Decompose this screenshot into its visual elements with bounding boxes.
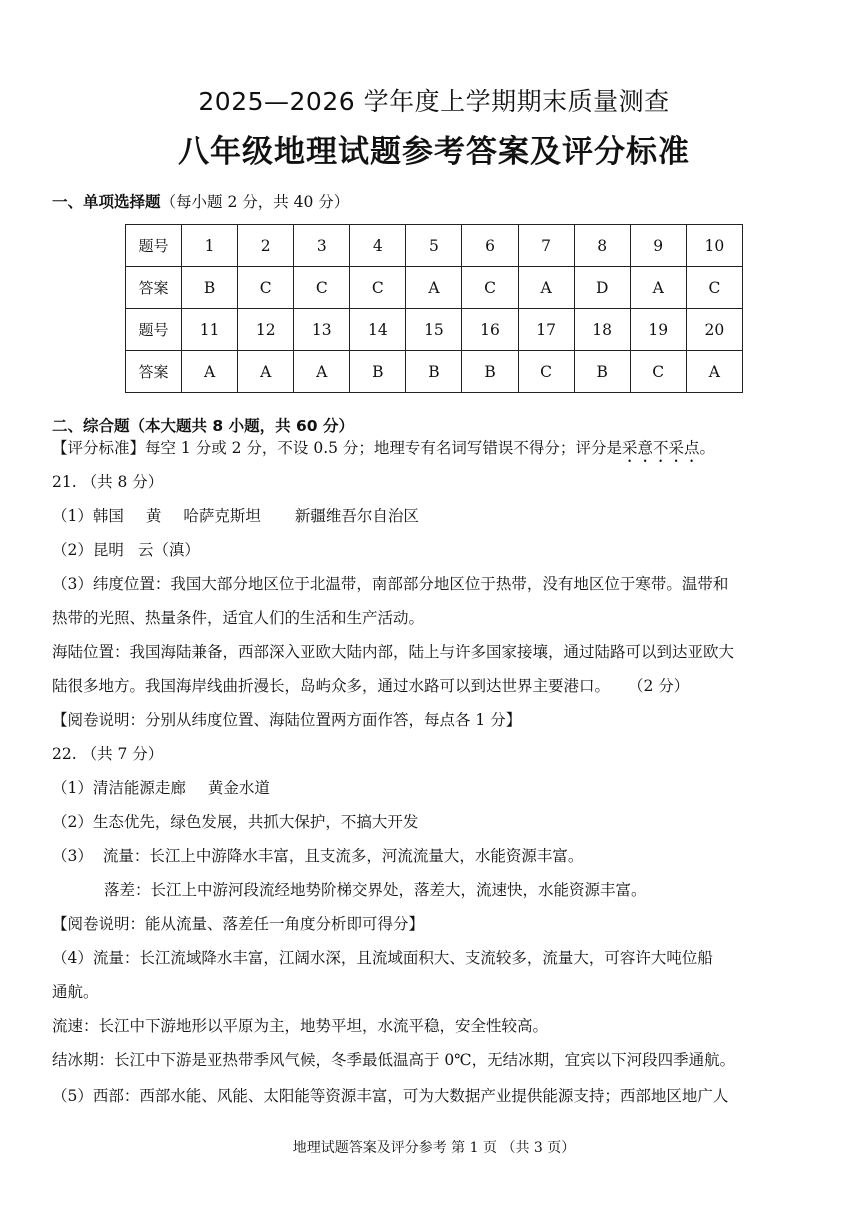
question-number: 20 <box>686 309 742 351</box>
section1-title: 一、单项选择题 <box>52 193 161 211</box>
answer-cell: A <box>686 351 742 393</box>
question-number: 8 <box>574 225 630 267</box>
answer-cell: D <box>574 267 630 309</box>
q22-title: 22. （共 7 分） <box>52 745 164 763</box>
question-number: 12 <box>238 309 294 351</box>
grading-standard <box>52 437 715 466</box>
section2-heading <box>52 414 354 436</box>
question-number: 4 <box>350 225 406 267</box>
q21-a1-part: （1）韩国 <box>52 507 124 525</box>
question-number: 14 <box>350 309 406 351</box>
page-title: 2025—2026 学年度上学期期末质量测查 <box>198 87 670 116</box>
q22-answer-5-line1: （5）西部：西部水能、风能、太阳能等资源丰富，可为大数据产业提供能源支持；西部地区地广人 <box>52 1087 729 1105</box>
answer-table <box>125 224 743 393</box>
q22-answer-2: （2）生态优先，绿色发展，共抓大保护，不搞大开发 <box>52 813 419 831</box>
section1-note: （每小题 2 分，共 40 分） <box>160 193 350 211</box>
question-number: 16 <box>462 309 518 351</box>
q22-a1-part: 黄金水道 <box>207 779 270 797</box>
answer-cell: B <box>574 351 630 393</box>
q22-answer-1 <box>52 777 270 799</box>
table-row <box>126 309 743 351</box>
question-number: 7 <box>518 225 574 267</box>
question-number: 19 <box>630 309 686 351</box>
q22-answer-4-line3: 流速：长江中下游地形以平原为主，地势平坦，水流平稳，安全性较高。 <box>52 1017 549 1035</box>
answer-cell: A <box>518 267 574 309</box>
question-number: 10 <box>686 225 742 267</box>
answer-cell: C <box>294 267 350 309</box>
table-row <box>126 351 743 393</box>
grading-standard-emphasis: 采意不采点 <box>621 439 700 457</box>
answer-cell: C <box>518 351 574 393</box>
section2-title: 二、综合题（本大题共 8 小题，共 60 分） <box>52 417 354 435</box>
q21-answer-3-line2: 热带的光照、热量条件，适宜人们的生活和生产活动。 <box>52 609 425 627</box>
q21-a1-part: 黄 <box>145 507 162 525</box>
question-label: 题号 <box>126 225 182 267</box>
section1-heading <box>52 190 349 212</box>
table-row <box>126 225 743 267</box>
answer-cell: A <box>238 351 294 393</box>
question-number: 9 <box>630 225 686 267</box>
question-number: 6 <box>462 225 518 267</box>
table-row <box>126 267 743 309</box>
page-footer: 地理试题答案及评分参考 第 1 页 （共 3 页） <box>292 1140 576 1156</box>
q22-a1-part: （1）清洁能源走廊 <box>52 779 186 797</box>
q22-grading-note: 【阅卷说明：能从流量、落差任一角度分析即可得分】 <box>52 915 425 933</box>
question-number: 2 <box>238 225 294 267</box>
q22-answer-4-line4: 结冰期：长江中下游是亚热带季风气候，冬季最低温高于 0℃，无结冰期，宜宾以下河段四季通航。 <box>52 1051 736 1069</box>
answer-cell: A <box>294 351 350 393</box>
answer-cell: C <box>630 351 686 393</box>
q22-a3-prefix: （3） <box>52 847 93 865</box>
question-number: 3 <box>294 225 350 267</box>
question-number: 5 <box>406 225 462 267</box>
q21-answer-3-line3: 海陆位置：我国海陆兼备，西部深入亚欧大陆内部，陆上与许多国家接壤，通过陆路可以到达亚欧大 <box>52 643 735 661</box>
answer-cell: A <box>630 267 686 309</box>
question-label: 题号 <box>126 309 182 351</box>
q22-answer-3-line1 <box>52 845 583 867</box>
answer-label: 答案 <box>126 351 182 393</box>
q21-title: 21. （共 8 分） <box>52 473 164 491</box>
answer-cell: B <box>406 351 462 393</box>
answer-cell: B <box>182 267 238 309</box>
q21-answer-2 <box>52 539 200 561</box>
answer-cell: A <box>182 351 238 393</box>
answer-cell: A <box>406 267 462 309</box>
answer-cell: C <box>238 267 294 309</box>
q21-grading-note: 【阅卷说明：分别从纬度位置、海陆位置两方面作答，每点各 1 分】 <box>52 711 522 729</box>
grading-standard-end: 。 <box>699 439 715 457</box>
answer-cell: C <box>350 267 406 309</box>
q21-answer-1 <box>52 505 419 527</box>
q21-a2-part: 云（滇） <box>137 541 200 559</box>
q22-answer-4-line2: 通航。 <box>52 983 99 1001</box>
question-number: 15 <box>406 309 462 351</box>
q21-answer-3-line4 <box>52 675 689 697</box>
grading-standard-text: 【评分标准】每空 1 分或 2 分，不设 0.5 分；地理专有名词写错误不得分；评分是 <box>52 439 622 457</box>
q22-answer-4-line1: （4）流量：长江流域降水丰富，江阔水深，且流域面积大、支流较多，流量大，可容许大吨位船 <box>52 949 713 967</box>
answer-cell: C <box>686 267 742 309</box>
answer-cell: B <box>350 351 406 393</box>
answer-cell: B <box>462 351 518 393</box>
question-number: 1 <box>182 225 238 267</box>
question-number: 11 <box>182 309 238 351</box>
question-number: 13 <box>294 309 350 351</box>
q22-a3-l1-text: 流量：长江上中游降水丰富，且支流多，河流流量大，水能资源丰富。 <box>102 847 584 865</box>
q21-a3-points: （2 分） <box>628 677 690 695</box>
question-number: 17 <box>518 309 574 351</box>
q21-a3-l4-text: 陆很多地方。我国海岸线曲折漫长，岛屿众多，通过水路可以到达世界主要港口。 <box>52 677 611 695</box>
q21-a2-part: （2）昆明 <box>52 541 124 559</box>
q21-a1-part: 哈萨克斯坦 <box>183 507 261 525</box>
q22-answer-3-line2: 落差：长江上中游河段流经地势阶梯交界处，落差大，流速快，水能资源丰富。 <box>104 881 647 899</box>
question-number: 18 <box>574 309 630 351</box>
q21-answer-3-line1: （3）纬度位置：我国大部分地区位于北温带，南部部分地区位于热带，没有地区位于寒带。温带和 <box>52 575 729 593</box>
answer-cell: C <box>462 267 518 309</box>
q21-a1-part: 新疆维吾尔自治区 <box>294 507 419 525</box>
answer-label: 答案 <box>126 267 182 309</box>
page-subtitle: 八年级地理试题参考答案及评分标准 <box>178 134 690 170</box>
